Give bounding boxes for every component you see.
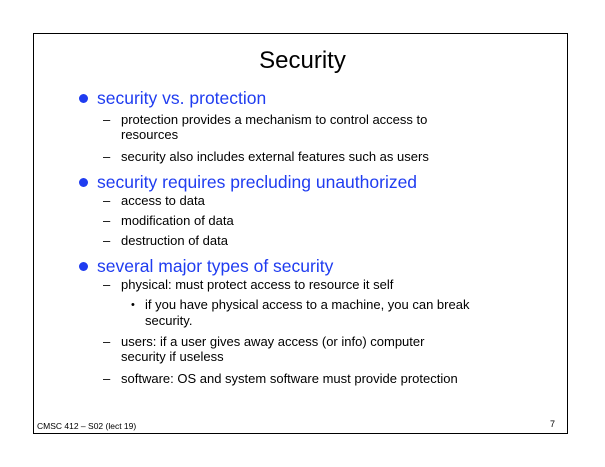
subitem-continuation: security if useless: [121, 349, 224, 364]
subitem: protection provides a mechanism to control access to: [121, 112, 428, 127]
nested-subitem-continuation: security.: [145, 313, 193, 328]
bullet-dot-icon: [79, 94, 88, 103]
bullet-security-vs-protection: security vs. protection: [97, 88, 267, 108]
subitem-continuation: resources: [121, 127, 179, 142]
slide-title: Security: [259, 47, 346, 74]
dash-icon: –: [103, 233, 111, 248]
bullet-dot-icon: [79, 262, 88, 271]
bullet-types-of-security: several major types of security: [97, 256, 334, 276]
subitem: software: OS and system software must provide protection: [121, 371, 458, 386]
small-bullet-icon: •: [131, 299, 135, 311]
subitem: security also includes external features such as users: [121, 149, 429, 164]
subitem: physical: must protect access to resource it self: [121, 277, 394, 292]
bullet-dot-icon: [79, 178, 88, 187]
dash-icon: –: [103, 371, 111, 386]
dash-icon: –: [103, 149, 111, 164]
footer-course-label: CMSC 412 – S02 (lect 19): [37, 421, 137, 431]
subitem: access to data: [121, 193, 205, 208]
dash-icon: –: [103, 334, 111, 349]
subitem: modification of data: [121, 213, 234, 228]
bullet-security-requires: security requires precluding unauthorized: [97, 172, 418, 192]
dash-icon: –: [103, 213, 111, 228]
dash-icon: –: [103, 193, 111, 208]
page-number: 7: [550, 419, 556, 429]
subitem: users: if a user gives away access (or info) computer: [121, 334, 425, 349]
subitem: destruction of data: [121, 233, 228, 248]
dash-icon: –: [103, 112, 111, 127]
nested-subitem: if you have physical access to a machine, you can break: [145, 297, 470, 312]
dash-icon: –: [103, 277, 111, 292]
